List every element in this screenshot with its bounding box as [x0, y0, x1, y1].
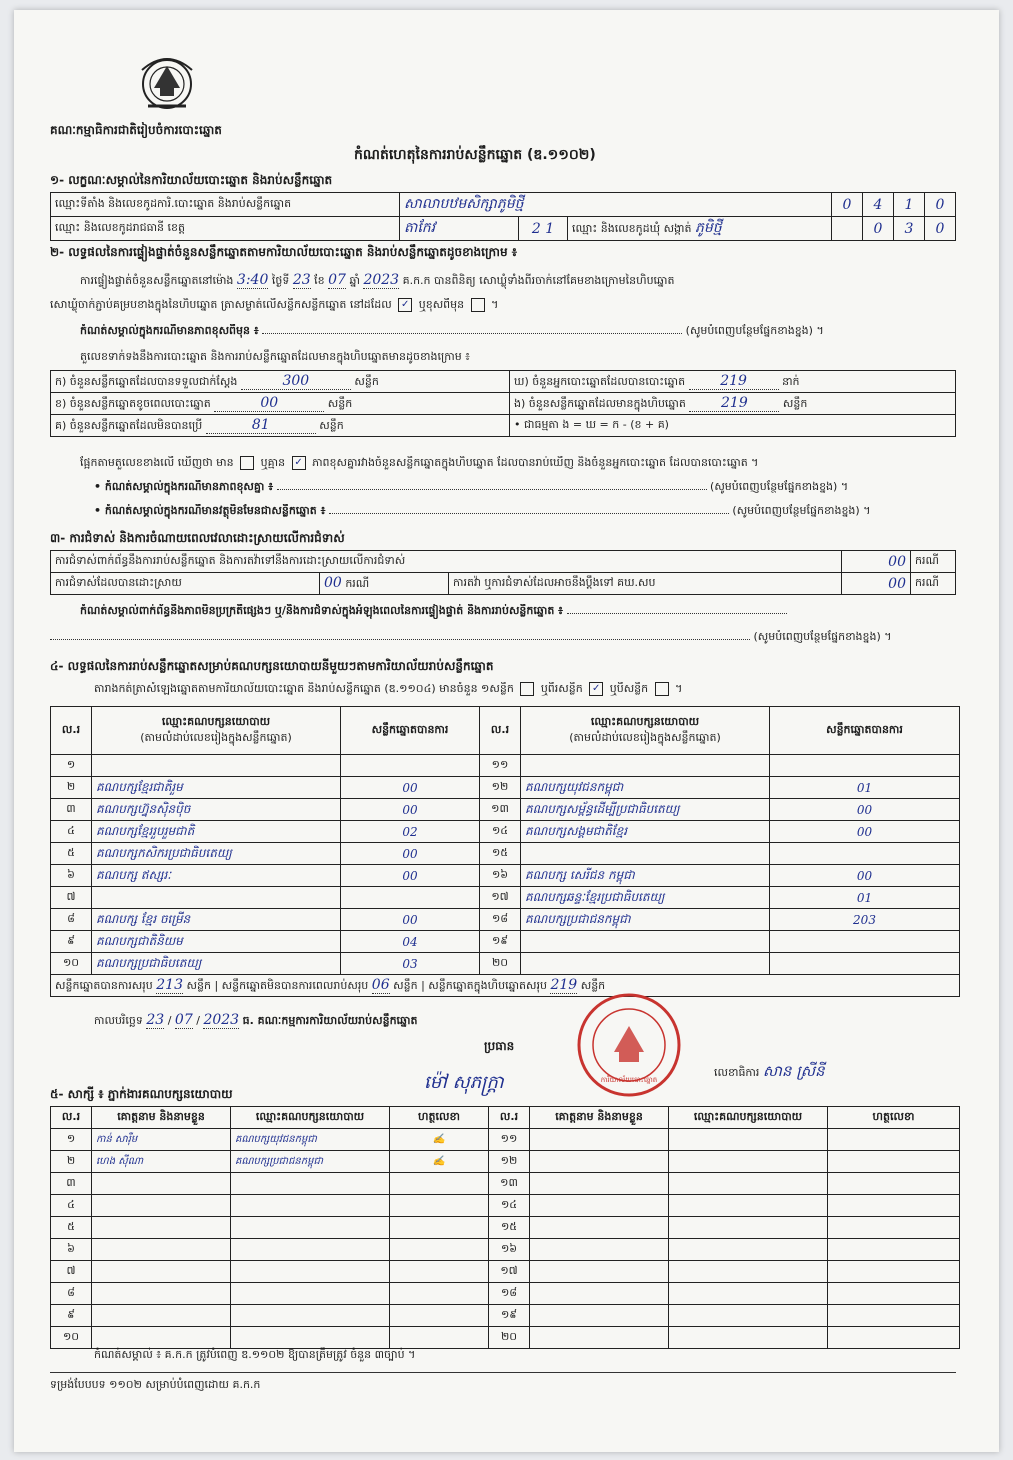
- witness-name: [530, 1173, 669, 1195]
- day-value: 23: [292, 272, 311, 288]
- row-number: ៥: [51, 843, 92, 865]
- row-number: ២: [51, 777, 92, 799]
- witness-signature: [828, 1195, 960, 1217]
- witness-name: [92, 1305, 231, 1327]
- vote-count: 00: [341, 909, 480, 931]
- witness-table: ល.រ គោត្តនាម និងនាមខ្លួន ឈ្មោះគណបក្សនយោបាយ ហត្ថលេខា ល.រ គោត្តនាម និងនាមខ្លួន ឈ្មោះគណបក្សនយោបាយ ហត្ថលេខា ១ កាន់ សារ៉ឺម គណបក្សយុវជនកម្ពុជា ✍ ១១ ២ ហេង ស៊ីណា គណបក្សប្រជាជនកម្ពុជា ✍ ១២ ៣ ១៣ ៤ ១៤ ៥ ១៥ ៦ ១៦ ៧ ១៧ ៨ ១៨ ៩ ១៩ ១០ ២០: [50, 1106, 960, 1349]
- witness-name: [530, 1129, 669, 1151]
- unused-value: 81: [206, 417, 316, 434]
- table-row: [51, 1305, 960, 1327]
- party-name: គណបក្សកសិករប្រជាធិបតេយ្យ: [92, 843, 341, 865]
- vote-count: 00: [341, 799, 480, 821]
- section1-title: ១- លក្ខណៈសម្គាល់នៃការិយាល័យបោះឆ្នោត និងរាប់សន្លឹកឆ្នោត: [50, 173, 333, 187]
- vote-count: [770, 755, 960, 777]
- table-row: [51, 1173, 960, 1195]
- date-day: 23: [146, 1012, 165, 1028]
- section1-table: [50, 192, 956, 241]
- has-difference-checkbox[interactable]: [240, 456, 254, 470]
- row-number: ៦: [51, 865, 92, 887]
- witness-name: កាន់ សារ៉ឺម: [92, 1129, 231, 1151]
- row-number: ១៤: [480, 821, 521, 843]
- table-row: [51, 931, 960, 953]
- witness-signature: [828, 1129, 960, 1151]
- witness-signature: [828, 1151, 960, 1173]
- row-number: ១: [51, 755, 92, 777]
- table-row: [51, 1195, 960, 1217]
- witness-name: [92, 1195, 231, 1217]
- party-name: គណបក្សឆន្ទៈខ្មែរប្រជាធិបតេយ្យ: [521, 887, 770, 909]
- row-number: ៨: [51, 1283, 92, 1305]
- total-box-value: 219: [550, 976, 578, 993]
- row-number: ១៨: [480, 909, 521, 931]
- three-sheets-checkbox[interactable]: [655, 682, 669, 696]
- row-number: ១២: [480, 777, 521, 799]
- vote-count: 203: [770, 909, 960, 931]
- row-number: ១០: [51, 953, 92, 975]
- date-line: កាលបរិច្ឆេទ 23 / 07 / 2023 ធ. គណៈកម្មការការិយាល័យរាប់សន្លឹកឆ្នោត: [94, 1012, 418, 1028]
- row-number: ៧: [51, 1261, 92, 1283]
- vote-count: 00: [770, 799, 960, 821]
- table-row: [51, 865, 960, 887]
- location-code-3: 1: [894, 193, 925, 217]
- witness-name: [530, 1151, 669, 1173]
- president-signature: ម៉ៅ សុភក្ត្រា: [424, 1072, 504, 1093]
- party-name: [92, 887, 341, 909]
- row-number: ៦: [51, 1239, 92, 1261]
- footer-divider: [50, 1372, 956, 1373]
- witness-party: [231, 1173, 390, 1195]
- row-number: ១៤: [489, 1195, 530, 1217]
- row-number: ១៩: [480, 931, 521, 953]
- witness-party: [669, 1283, 828, 1305]
- voters-value: 219: [689, 373, 779, 390]
- witness-signature: [828, 1305, 960, 1327]
- official-stamp: [574, 990, 684, 1100]
- location-value: សាលាបឋមសិក្សាភូមិថ្មី: [400, 193, 832, 217]
- section3-title: ៣- ការជំទាស់ និងការចំណាយពេលវេលាដោះស្រាយលើការជំទាស់: [50, 531, 345, 545]
- objection-label: ការជំទាស់ពាក់ព័ន្ធនឹងការរាប់សន្លឹកឆ្នោត និងការតវ៉ាទៅនឹងការដោះស្រាយលើការជំទាស់: [51, 551, 842, 573]
- witness-name: ហេង ស៊ីណា: [92, 1151, 231, 1173]
- vote-count: 03: [341, 953, 480, 975]
- spoiled-value: 00: [214, 395, 324, 412]
- witness-party: [669, 1239, 828, 1261]
- vote-count: 04: [341, 931, 480, 953]
- witness-party: [669, 1173, 828, 1195]
- resolved-value: 00: [324, 574, 342, 591]
- doc-title: កំណត់ហេតុនៃការរាប់សន្លឹកឆ្នោត (ឌ.១១០២): [354, 147, 596, 163]
- witness-party: [669, 1261, 828, 1283]
- party-name: គណបក្ស ខ្មែរ ចម្រើន: [92, 909, 341, 931]
- witness-party: [669, 1151, 828, 1173]
- witness-party: [669, 1195, 828, 1217]
- witness-party: [231, 1239, 390, 1261]
- numbers-table: ក) ចំនួនសន្លឹកឆ្នោតដែលបានទទួលជាក់ស្ដែង 300 សន្លឹក ឃ) ចំនួនអ្នកបោះឆ្នោតដែលបានបោះឆ្នោត 219 នាក់ ខ) ចំនួនសន្លឹកឆ្នោតខូចពេលបោះឆ្នោត 00 សន្លឹក ង) ចំនួនសន្លឹកឆ្នោតដែលមានក្នុងហិបឆ្នោត 219 សន្លឹក គ) ចំនួនសន្លឹកឆ្នោតដែលមិនបានប្រើ 81 សន្លឹក • ជាធម្មតា ង = ឃ = ក - (ខ + គ): [50, 370, 956, 437]
- witness-party: គណបក្សយុវជនកម្ពុជា: [231, 1129, 390, 1151]
- time-value: 3:40: [236, 272, 269, 288]
- witness-signature: ✍: [390, 1129, 489, 1151]
- witness-name: [92, 1261, 231, 1283]
- witness-party: [231, 1261, 390, 1283]
- note-line: កំណត់សម្គាល់ក្នុងករណីមានភាពខុសពីមុន ៖ (សូមបំពេញបន្ថែមផ្នែកខាងខ្នង) ។: [80, 324, 824, 337]
- party-name: [521, 953, 770, 975]
- row-number: ១៨: [489, 1283, 530, 1305]
- tally-sheet-line: តារាងកត់ត្រាសំឡេងឆ្នោតតាមការិយាល័យបោះឆ្នោត និងរាប់សន្លឹកឆ្នោត (ឌ.១១០៤) មានចំនួន ១សន្លឹក ឬពីរសន្លឹក ✓ ឬបីសន្លឹក ។: [94, 682, 683, 695]
- witness-party: [669, 1305, 828, 1327]
- table-row: [51, 1217, 960, 1239]
- org-name: គណៈកម្មាធិការជាតិរៀបចំការបោះឆ្នោត: [50, 123, 222, 137]
- witness-name: [92, 1283, 231, 1305]
- vote-count: 00: [770, 821, 960, 843]
- president-label: ប្រធាន: [484, 1039, 515, 1053]
- table-row: [51, 821, 960, 843]
- received-value: 300: [241, 373, 351, 390]
- object-note: • កំណត់សម្គាល់ក្នុងករណីមានវត្ថុមិនមែនជាសន្លឹកឆ្នោត ៖ (សូមបំពេញបន្ថែមផ្នែកខាងខ្នង) ។: [94, 504, 871, 517]
- party-name: [92, 755, 341, 777]
- row-number: ៤: [51, 1195, 92, 1217]
- row-number: ១១: [489, 1129, 530, 1151]
- witness-name: [530, 1327, 669, 1349]
- section2-title: ២- លទ្ធផលនៃការផ្ទៀងផ្ទាត់ចំនួនសន្លឹកឆ្នោតតាមការិយាល័យបោះឆ្នោត និងរាប់សន្លឹកឆ្នោតដូចខាងក្រោម ៖: [50, 245, 518, 259]
- table-row: [51, 843, 960, 865]
- one-sheet-checkbox[interactable]: [520, 682, 534, 696]
- witness-name: [92, 1327, 231, 1349]
- section3-note-more: (សូមបំពេញបន្ថែមផ្នែកខាងខ្នង) ។: [50, 630, 970, 646]
- row-number: ២០: [489, 1327, 530, 1349]
- different-checkbox[interactable]: [471, 298, 485, 312]
- table-row: [51, 1151, 960, 1173]
- witness-name: [92, 1217, 231, 1239]
- footnote: កំណត់សម្គាល់ ៖ គ.ក.ក ត្រូវបំពេញ ឌ.១១០២ ឱ្យបានត្រឹមត្រូវ ចំនួន ៣ច្បាប់ ។: [94, 1348, 416, 1361]
- witness-signature: [390, 1239, 489, 1261]
- vote-count: 01: [770, 777, 960, 799]
- table-row: [51, 1129, 960, 1151]
- witness-signature: [390, 1261, 489, 1283]
- location-code-1: 0: [832, 193, 863, 217]
- party-name: [521, 843, 770, 865]
- table-row: [51, 777, 960, 799]
- table-row: [51, 1239, 960, 1261]
- table-row: [51, 1283, 960, 1305]
- table-row: [51, 1327, 960, 1349]
- witness-party: [669, 1327, 828, 1349]
- table-row: [51, 953, 960, 975]
- table-row: [51, 909, 960, 931]
- row-number: ៣: [51, 799, 92, 821]
- party-name: គណបក្សខ្មែររួបរួមជាតិ: [92, 821, 341, 843]
- date-month: 07: [174, 1012, 193, 1028]
- objection-value: 00: [842, 551, 911, 573]
- row-number: ៩: [51, 1305, 92, 1327]
- vote-count: [341, 887, 480, 909]
- party-name: គណបក្ស ឥស្សរៈ: [92, 865, 341, 887]
- witness-party: [231, 1305, 390, 1327]
- witness-signature: [390, 1305, 489, 1327]
- party-name: គណបក្សយុវជនកម្ពុជា: [521, 777, 770, 799]
- in-box-value: 219: [689, 395, 779, 412]
- no-difference-checkbox[interactable]: ✓: [292, 456, 306, 470]
- province-code: 2 1: [519, 217, 568, 241]
- witness-name: [530, 1195, 669, 1217]
- section4-title: ៤- លទ្ធផលនៃការរាប់សន្លឹកឆ្នោតសម្រាប់គណបក្សនយោបាយនីមួយៗតាមការិយាល័យរាប់សន្លឹកឆ្នោត: [50, 659, 494, 673]
- emblem-logo: [134, 48, 200, 114]
- witness-party: [231, 1195, 390, 1217]
- row-number: ៥: [51, 1217, 92, 1239]
- commune-code-3: 0: [925, 217, 956, 241]
- lock-line: សោឃ្លុំចាក់ភ្ជាប់គម្របខាងក្នុងនៃហិបឆ្នោត ត្រាសម្ងាត់លើសន្លឹកសន្លឹកឆ្នោត នៅដដែល ✓ ឬខុសពីមុន ។: [50, 298, 499, 311]
- witness-name: [530, 1261, 669, 1283]
- numbers-intro: តួលេខទាក់ទងនឹងការបោះឆ្នោត និងការរាប់សន្លឹកឆ្នោតដែលមានក្នុងហិបឆ្នោតមានដូចខាងក្រោម ៖: [80, 350, 471, 363]
- row-number: ៤: [51, 821, 92, 843]
- witness-party: [669, 1129, 828, 1151]
- row-number: ១៩: [489, 1305, 530, 1327]
- row-number: ១៧: [489, 1261, 530, 1283]
- date-year: 2023: [203, 1012, 240, 1028]
- commune-code-2: 3: [894, 217, 925, 241]
- witness-signature: [390, 1173, 489, 1195]
- formula: • ជាធម្មតា ង = ឃ = ក - (ខ + គ): [510, 415, 956, 437]
- party-name: គណបក្សជាតិនិយម: [92, 931, 341, 953]
- table-row: [51, 1261, 960, 1283]
- party-name: [521, 931, 770, 953]
- appeal-value: 00: [842, 573, 911, 595]
- witness-name: [530, 1217, 669, 1239]
- row-number: ២០: [480, 953, 521, 975]
- party-name: គណបក្សសម្ព័ន្ធដើម្បីប្រជាធិបតេយ្យ: [521, 799, 770, 821]
- witness-name: [530, 1305, 669, 1327]
- row-number: ១០: [51, 1327, 92, 1349]
- witness-party: [231, 1327, 390, 1349]
- witness-signature: [828, 1173, 960, 1195]
- witness-signature: [828, 1239, 960, 1261]
- commune-label: ឈ្មោះ និងលេខកូដឃុំ សង្កាត់: [572, 222, 692, 235]
- witness-signature: [828, 1327, 960, 1349]
- row-number: ១៥: [480, 843, 521, 865]
- witness-name: [92, 1173, 231, 1195]
- vote-count: 00: [341, 777, 480, 799]
- province-value: តាកែវ: [400, 217, 519, 241]
- party-results-table: ល.រ ឈ្មោះគណបក្សនយោបាយ (តាមលំដាប់លេខរៀងក្នុងសន្លឹកឆ្នោត) សន្លឹកឆ្នោតបានការ ល.រ ឈ្មោះគណបក្សនយោបាយ (តាមលំដាប់លេខរៀងក្នុងសន្លឹកឆ្នោត) សន្លឹកឆ្នោតបានការ ១ ១១ ២ គណបក្សខ្មែរជាតិរួម 00 ១២ គណបក្សយុវជនកម្ពុជា 01 ៣ គណបក្សហ្វ៊ុនស៊ិនប៉ិច 00 ១៣ គណបក្សសម្ព័ន្ធដើម្បីប្រជាធិបតេយ្យ 00 ៤ គណបក្សខ្មែររួបរួមជាតិ 02 ១៤ គណបក្សសង្គមជាតិខ្មែរ 00 ៥ គណបក្សកសិករប្រជាធិបតេយ្យ 00 ១៥ ៦ គណបក្ស ឥស្សរៈ 00 ១៦ គណបក្ស សេរីជន កម្ពុជា 00 ៧ ១៧ គណបក្សឆន្ទៈខ្មែរប្រជាធិបតេយ្យ 01 ៨ គណបក្ស ខ្មែរ ចម្រើន 00 ១៨ គណបក្សប្រជាជនកម្ពុជា 203 ៩ គណបក្សជាតិនិយម 04 ១៩ ១០ គណបក្សប្រជាធិបតេយ្យ 03 ២០ សន្លឹកឆ្នោតបានការសរុប 213 សន្លឹក | សន្លឹកឆ្នោតមិនបានការពេលរាប់សរុប 06 សន្លឹក | សន្លឹកឆ្នោតក្នុងហិបឆ្នោតសរុប 219 សន្លឹក: [50, 706, 960, 997]
- row-number: ១៦: [489, 1239, 530, 1261]
- witness-party: គណបក្សប្រជាជនកម្ពុជា: [231, 1151, 390, 1173]
- section5-title: ៥- សាក្សី ៖ ភ្នាក់ងារគណបក្សនយោបាយ: [50, 1087, 233, 1101]
- commune-value: ភូមិថ្មី: [695, 220, 722, 236]
- row-number: ៩: [51, 931, 92, 953]
- party-name: គណបក្សសង្គមជាតិខ្មែរ: [521, 821, 770, 843]
- party-name: គណបក្សប្រជាជនកម្ពុជា: [521, 909, 770, 931]
- resolved-label: ការជំទាស់ដែលបានដោះស្រាយ: [51, 573, 320, 595]
- vote-count: [770, 843, 960, 865]
- appeal-label: ការតវ៉ា ឬការជំទាស់ដែលអាចនឹងប្ដឹងទៅ គឃ.សប: [449, 573, 842, 595]
- witness-signature: ✍: [390, 1151, 489, 1173]
- totals-row: សន្លឹកឆ្នោតបានការសរុប 213 សន្លឹក | សន្លឹកឆ្នោតមិនបានការពេលរាប់សរុប 06 សន្លឹក | សន្លឹកឆ្នោតក្នុងហិបឆ្នោតសរុប 219 សន្លឹក: [51, 975, 960, 997]
- secretary: លេខាធិការ សាន ស្រីនី: [714, 1062, 825, 1080]
- verification-line: ការផ្ទៀងផ្ទាត់ចំនួនសន្លឹកឆ្នោតនៅម៉ោង 3:40 ថ្ងៃទី 23 ខែ 07 ឆ្នាំ 2023 គ.ក.ក បានពិនិត្យ សោឃ្លុំទាំងពីរចាក់នៅគែមខាងក្រោមនៃហិបឆ្នោត: [80, 272, 675, 288]
- witness-name: [92, 1239, 231, 1261]
- party-name: គណបក្សហ្វ៊ុនស៊ិនប៉ិច: [92, 799, 341, 821]
- table-row: [51, 755, 960, 777]
- witness-party: [231, 1217, 390, 1239]
- row-number: ៧: [51, 887, 92, 909]
- commune-cell: [568, 217, 832, 241]
- row-number: ១: [51, 1129, 92, 1151]
- witness-signature: [828, 1217, 960, 1239]
- difference-note: • កំណត់សម្គាល់ក្នុងករណីមានភាពខុសគ្នា ៖ (សូមបំពេញបន្ថែមផ្នែកខាងខ្នង) ។: [94, 480, 849, 493]
- two-sheets-checkbox[interactable]: ✓: [589, 682, 603, 696]
- witness-name: [530, 1239, 669, 1261]
- witness-party: [669, 1217, 828, 1239]
- location-label: ឈ្មោះទីតាំង និងលេខកូដការិ.បោះឆ្នោត និងរាប់សន្លឹកឆ្នោត: [51, 193, 400, 217]
- vote-count: 00: [770, 865, 960, 887]
- row-number: ១៦: [480, 865, 521, 887]
- vote-count: 02: [341, 821, 480, 843]
- vote-count: [341, 755, 480, 777]
- witness-signature: [828, 1261, 960, 1283]
- witness-signature: [390, 1195, 489, 1217]
- vote-count: [770, 931, 960, 953]
- table-row: [51, 887, 960, 909]
- row-number: ១៧: [480, 887, 521, 909]
- province-label: ឈ្មោះ និងលេខកូដរាជធានី ខេត្ត: [51, 217, 400, 241]
- row-number: ៣: [51, 1173, 92, 1195]
- footer: ទម្រង់បែបបទ ១១០២ សម្រាប់បំពេញដោយ គ.ក.ក: [50, 1378, 261, 1391]
- witness-signature: [390, 1327, 489, 1349]
- row-number: ១២: [489, 1151, 530, 1173]
- compare-line: ផ្អែកតាមតួលេខខាងលើ ឃើញថា មាន ឬគ្មាន ✓ ភាពខុសគ្នារវាងចំនួនសន្លឹកឆ្នោតក្នុងហិបឆ្នោត ដែលបានរាប់ឃើញ និងចំនួនអ្នកបោះឆ្នោត ដែលបានបោះឆ្នោត ។: [80, 456, 759, 469]
- row-number: ១៣: [489, 1173, 530, 1195]
- row-number: ២: [51, 1151, 92, 1173]
- vote-count: 00: [341, 865, 480, 887]
- document-page: [14, 10, 999, 1452]
- location-code-4: 0: [925, 193, 956, 217]
- party-name: គណបក្សប្រជាធិបតេយ្យ: [92, 953, 341, 975]
- row-number: ១១: [480, 755, 521, 777]
- table-row: [51, 799, 960, 821]
- commune-code-1: 0: [863, 217, 894, 241]
- row-number: ៨: [51, 909, 92, 931]
- row-number: ១៥: [489, 1217, 530, 1239]
- party-name: គណបក្ស សេរីជន កម្ពុជា: [521, 865, 770, 887]
- witness-name: [530, 1283, 669, 1305]
- party-name: គណបក្សខ្មែរជាតិរួម: [92, 777, 341, 799]
- secretary-signature: សាន ស្រីនី: [762, 1062, 825, 1080]
- stamp-text: ការិយាល័យបោះឆ្នោត: [600, 1076, 658, 1084]
- section3-table: ការជំទាស់ពាក់ព័ន្ធនឹងការរាប់សន្លឹកឆ្នោត និងការតវ៉ាទៅនឹងការដោះស្រាយលើការជំទាស់ 00 ករណី ការជំទាស់ដែលបានដោះស្រាយ 00 ករណី ការតវ៉ា ឬការជំទាស់ដែលអាចនឹងប្ដឹងទៅ គឃ.សប 00 ករណី: [50, 550, 956, 595]
- witness-signature: [390, 1217, 489, 1239]
- section3-note: កំណត់សម្គាល់ពាក់ព័ន្ធនឹងភាពមិនប្រក្រតីផ្សេងៗ ឬ/និងការជំទាស់ក្នុងអំឡុងពេលនៃការផ្ទៀងផ្ទាត់ និងការរាប់សន្លឹកឆ្នោត ៖: [80, 604, 970, 620]
- party-name: [521, 755, 770, 777]
- witness-party: [231, 1283, 390, 1305]
- vote-count: [770, 953, 960, 975]
- same-checkbox[interactable]: ✓: [398, 298, 412, 312]
- location-code-2: 4: [863, 193, 894, 217]
- witness-signature: [390, 1283, 489, 1305]
- vote-count: 00: [341, 843, 480, 865]
- row-number: ១៣: [480, 799, 521, 821]
- total-invalid-value: 06: [371, 976, 390, 993]
- vote-count: 01: [770, 887, 960, 909]
- witness-signature: [828, 1283, 960, 1305]
- month-value: 07: [328, 272, 346, 288]
- year-value: 2023: [363, 272, 400, 288]
- total-valid-value: 213: [156, 976, 183, 993]
